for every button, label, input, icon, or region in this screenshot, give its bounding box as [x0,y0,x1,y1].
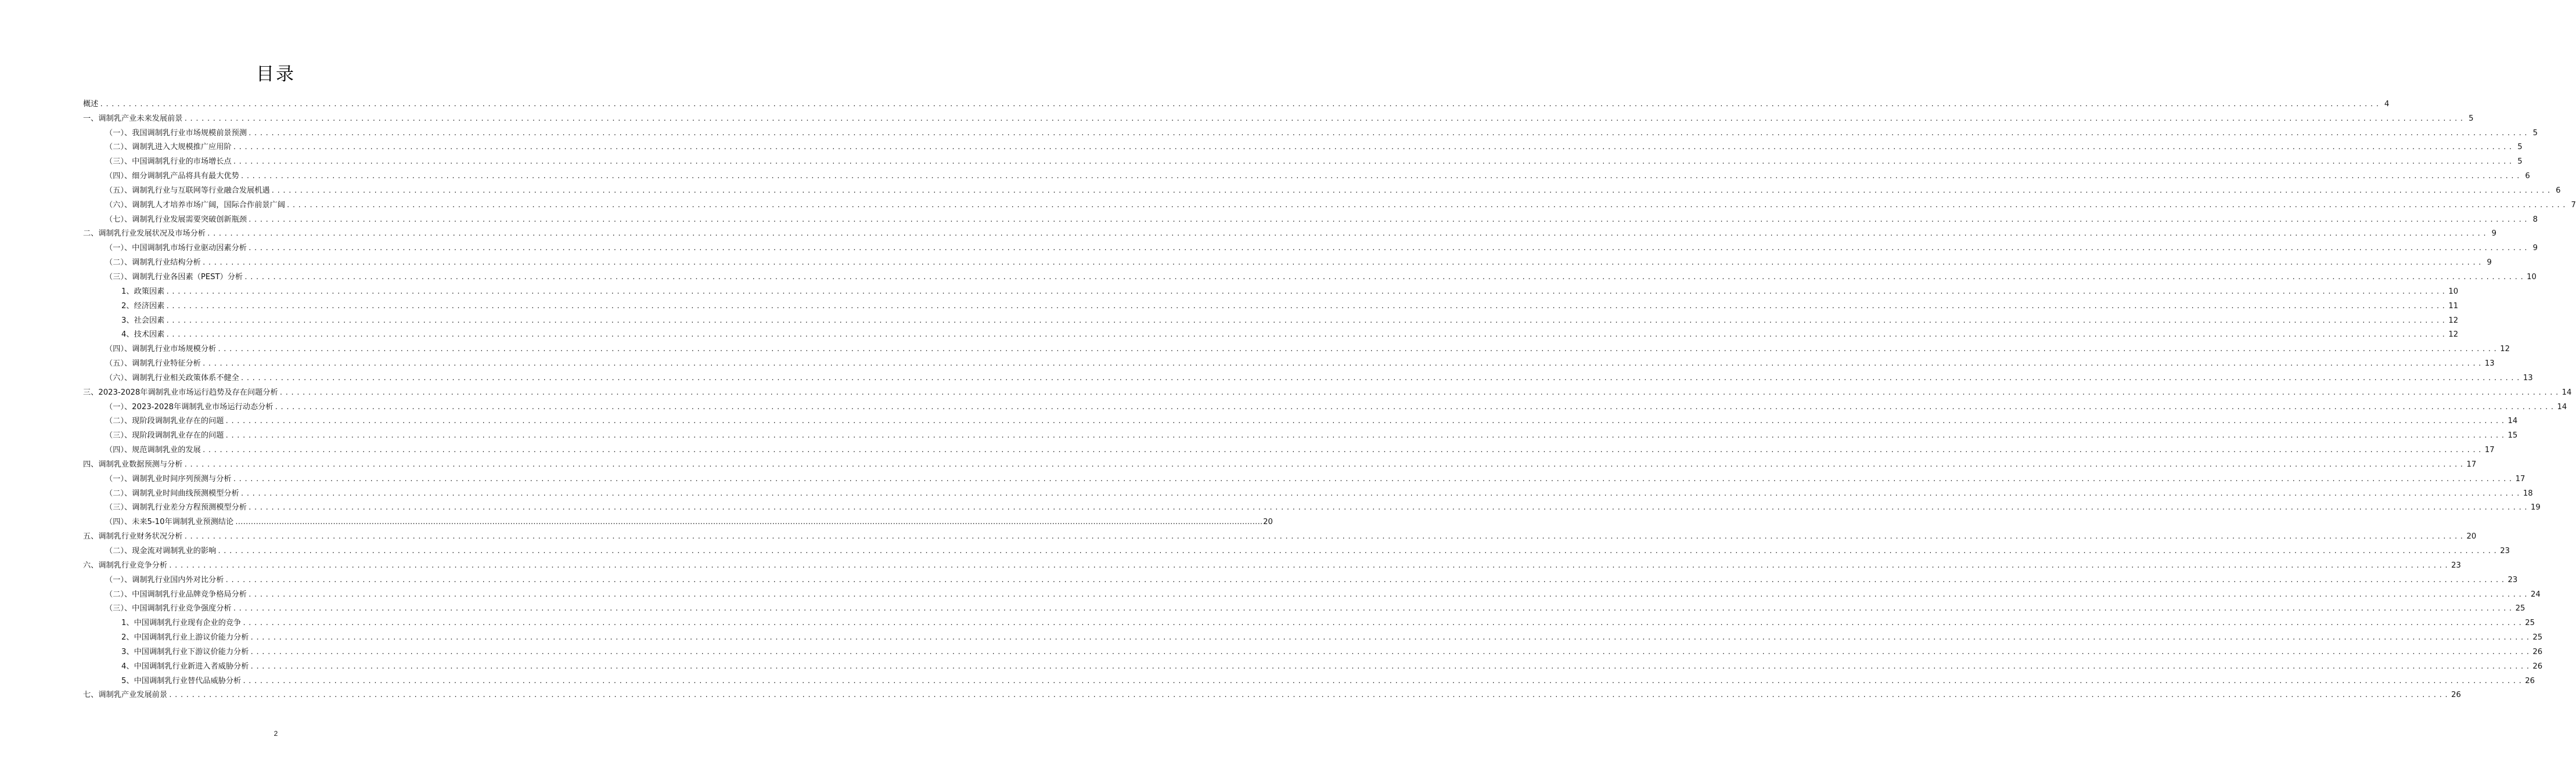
toc-entry-title: 二、调制乳行业发展状况及市场分析 [83,229,206,239]
toc-entry-title: （三）、调制乳行业各因素（PEST）分析 [105,272,243,281]
toc-entry[interactable] [83,529,2477,543]
toc-entry-title: 1、政策因素 [121,287,165,296]
toc-entry-page: 4 [2384,99,2390,109]
toc-entry-page: 13 [2484,359,2495,369]
toc-dot-leader: ................................................................................................................................................................................................................................................................................................................................................................................................................ [240,374,2522,382]
toc-entry[interactable] [83,183,2561,197]
toc-entry-title: 4、中国调制乳行业新进入者威胁分析 [121,662,249,671]
toc-dot-leader: ................................................................................................................................................................................................................................................................................................................................................................................................................ [207,230,2489,238]
toc-dot-leader: ................................................................................................................................................................................................................................................................................................................................................................................................................ [202,360,2484,368]
toc-dot-leader: ................................................................................................................................................................................................................................................................................................................................................................................................................ [202,259,2484,267]
toc-entry[interactable] [83,197,2576,212]
toc-entry-title: （三）、中国调制乳行业竞争强度分析 [105,604,232,613]
toc-entry[interactable] [83,125,2538,140]
toc-entry-title: （四）、细分调制乳产品将具有最大优势 [105,172,239,181]
toc-dot-leader: ................................................................................................................................................................................................................................................................................................................................................................................................................ [232,605,2514,613]
toc-entry-page: 12 [2448,316,2459,325]
toc-entry[interactable] [83,471,2525,486]
toc-entry-title: （四）、未来5-10年调制乳业预测结论 [105,518,234,527]
toc-dot-leader: ................................................................................................................................................................................................................................................................................................................................................................................................................ [247,215,2530,223]
toc-dot-leader: ................................................................................................................................................................................................................................................................................................................................................................................................................ [279,388,2561,396]
toc-entry[interactable] [83,356,2495,370]
toc-dot-leader: ................................................................................................................................................................................................................................................................................................................................................................................................................ [166,302,2448,310]
toc-entry[interactable] [83,168,2530,183]
toc-entry-page: 8 [2532,215,2538,224]
toc-entry-page: 20 [2466,532,2477,541]
toc-dot-leader: ................................................................................................................................................................................................................................................................................................................................................................................................................ [232,158,2514,166]
page-title: 目录 [256,64,296,85]
toc-entry-title: （七）、调制乳行业发展需要突破创新瓶颈 [105,215,247,224]
toc-entry-page: 14 [2561,388,2572,397]
toc-entry-title: （四）、调制乳行业市场规模分析 [105,345,217,354]
toc-dot-leader: ................................................................................................................................................................................................................................................................................................................................................................................................................ [250,648,2532,656]
toc-dot-leader: ................................................................................................................................................................................................................................................................................................................................................................................................................ [271,186,2553,194]
toc-entry-title: （六）、调制乳人才培养市场广阔，国际合作前景广阔 [105,200,285,210]
toc-entry-title: 五、调制乳行业财务状况分析 [83,532,183,541]
toc-entry[interactable] [83,341,2510,356]
toc-entry-title: （二）、调制乳行业结构分析 [105,258,201,268]
toc-entry-title: （二）、现金流对调制乳业的影响 [105,547,217,555]
toc-dot-leader: ................................................................................................................................................................................................................................................................................................................................................................................................................ [274,403,2556,411]
toc-entry-page: 12 [2448,330,2459,340]
toc-dot-leader: ................................................................................................................................................................................................................................................................................................................................................................................................................ [184,114,2466,122]
toc-entry-page: 14 [2557,402,2567,411]
toc-entry[interactable] [83,486,2533,500]
toc-dot-leader: ................................................................................................................................................................................................................................................................................................................................................................................................................ [166,331,2448,339]
toc-entry-page: 10 [2448,287,2459,296]
toc-entry[interactable] [83,558,2461,572]
toc-dot-leader: ................................................................................................................................................................................................................................................................................................................................................................................................................ [242,619,2524,627]
toc-dot-leader: ................................................................................................................................................................................................................................................................................................................................................................................................................ [166,316,2448,324]
toc-dot-leader: ................................................................................................................................................................................................................................................................................................................................................................................................................ [232,143,2514,151]
toc-entry[interactable] [83,587,2541,601]
toc-dot-leader: ................................................................................................................................................................................................................................................................................................................................................................................................................ [250,634,2532,642]
toc-entry-title: （一）、我国调制乳行业市场规模前景预测 [105,128,247,138]
toc-entry-page: 20 [1263,518,1273,527]
toc-entry-title: 三、2023-2028年调制乳业市场运行趋势及存在问题分析 [83,388,278,397]
toc-entry-page: 26 [2525,676,2535,685]
toc-entry-page: 9 [2491,229,2497,239]
toc-entry[interactable] [83,644,2543,659]
toc-entry[interactable] [83,284,2459,298]
toc-dot-leader: ................................................................................................................................................................................................................................................................................................................................................................................................................ [217,345,2499,353]
toc-entry-title: 四、调制乳业数据预测与分析 [83,460,183,469]
toc-entry-page: 5 [2517,157,2523,167]
toc-entry-page: 13 [2523,373,2533,382]
toc-entry[interactable] [83,543,2510,558]
toc-entry-title: （一）、调制乳行业国内外对比分析 [105,575,224,584]
toc-entry-page: 5 [2532,128,2538,138]
toc-entry-page: 17 [2466,460,2477,469]
toc-entry-page: 9 [2487,258,2492,268]
toc-entry-title: 4、技术因素 [121,330,165,340]
toc-entry-title: （一）、2023-2028年调制乳业市场运行动态分析 [105,402,274,411]
toc-entry[interactable] [83,601,2525,616]
toc-entry-title: （二）、调制乳业时间曲线预测模型分析 [105,489,239,498]
toc-entry-title: （二）、现阶段调制乳业存在的问题 [105,417,224,426]
toc-entry-page: 11 [2448,301,2459,310]
toc-entry[interactable] [83,500,2541,515]
toc-entry-page: 23 [2507,575,2518,584]
toc-dot-leader: ................................................................................................................................................................................................................................................................................................................................................................................................................ [184,460,2466,468]
toc-dot-leader: ................................................................................................................................................................................................................................................................................................................................................................................................................ [250,662,2532,670]
toc-entry[interactable] [83,399,2567,414]
toc-entry-title: （二）、调制乳进入大规模推广应用阶 [105,143,232,152]
toc-entry[interactable] [83,140,2523,154]
toc-entry-page: 26 [2532,647,2543,656]
toc-entry-page: 10 [2527,272,2537,281]
toc-entry[interactable] [83,212,2538,226]
toc-entry-page: 7 [2571,200,2576,210]
toc-entry[interactable] [83,659,2543,673]
toc-dot-leader: ................................................................................................................................................................................................................................................................................................................................................................................................................ [99,100,2381,108]
toc-entry[interactable] [83,154,2523,168]
toc-entry-page: 17 [2515,474,2525,483]
toc-entry-title: 1、中国调制乳行业现有企业的竞争 [121,619,242,628]
toc-dot-leader: ................................................................................................................................................................................................................................................................................................................................................................................................................ [247,504,2530,512]
toc-entry-title: （三）、调制乳行业差分方程预测模型分析 [105,503,247,512]
toc-entry[interactable] [83,572,2518,587]
toc-entry[interactable] [83,96,2390,111]
toc-dot-leader: ................................................................................................................................................................................................................................................................................................................................................................................................................ [168,691,2451,699]
toc-dot-leader: ................................................................................................................................................................................................................................................................................................................................................................................................................ [244,273,2526,281]
toc-entry[interactable] [83,370,2533,385]
toc-entry[interactable] [83,630,2543,644]
toc-entry-title: （三）、现阶段调制乳业存在的问题 [105,431,224,440]
toc-entry-title: 3、中国调制乳行业下游议价能力分析 [121,647,249,656]
toc-dot-leader: ................................................................................................................................................................................................................................................................................................................................................................................................................ [240,489,2522,497]
toc-entry-page: 17 [2484,446,2495,455]
toc-dot-leader: ................................................................................................................................................................................................................................................................................................................................................................................................................ [286,201,2568,209]
toc-entry-page: 6 [2556,186,2561,195]
toc-dot-leader: ................................................................................................................................................................................................................................................................................................................................................................................................................ [232,475,2514,483]
toc-entry-page: 12 [2500,345,2510,354]
toc-entry[interactable] [83,385,2572,399]
toc-dot-leader: ................................................................................................................................................................................................................................................................................................................................................................................................................ [247,590,2530,598]
toc-entry[interactable] [83,514,1273,529]
toc-dot-leader: ................................................................................................................................................................................................................................................................................................................................................................................................................ [217,547,2499,555]
toc-entry-page: 23 [2500,547,2510,555]
toc-entry-page: 25 [2515,604,2525,613]
toc-entry[interactable] [83,615,2535,630]
toc-entry[interactable] [83,313,2459,327]
toc-entry-page: 5 [2469,114,2474,123]
toc-entry[interactable] [83,673,2535,688]
toc-dot-leader: ................................................................................................................................................................................................................................................................................................................................................................................................................ [247,244,2530,252]
toc-entry-page: 6 [2525,172,2530,181]
toc-dot-leader: ................................................................................................................................................................................................................................................................................................................................................................................................................ [225,432,2507,440]
toc-entry-title: （五）、调制乳行业与互联网等行业融合发展机遇 [105,186,270,195]
toc-entry[interactable] [83,226,2497,241]
toc-entry-title: 六、调制乳行业竞争分析 [83,561,168,570]
toc-entry-title: （三）、中国调制乳行业的市场增长点 [105,157,232,167]
toc-dot-leader: ................................................................................................................................................................................................................................................................................................................................................................................................................ [235,518,1262,526]
toc-entry-page: 23 [2451,561,2461,570]
toc-entry[interactable] [83,442,2495,457]
toc-entry[interactable] [83,111,2474,125]
toc-entry-title: 2、经济因素 [121,301,165,310]
toc-entry[interactable] [83,327,2459,342]
toc-entry-page: 19 [2531,503,2541,512]
toc-entry-title: 概述 [83,99,99,109]
toc-entry-title: 3、社会因素 [121,316,165,325]
toc-entry[interactable] [83,298,2459,313]
toc-entry[interactable] [83,688,2461,702]
toc-entry-page: 15 [2507,431,2518,440]
toc-entry-page: 18 [2523,489,2533,498]
toc-entry-page: 24 [2531,590,2541,599]
toc-dot-leader: ................................................................................................................................................................................................................................................................................................................................................................................................................ [166,287,2448,295]
page-number: 2 [274,730,278,738]
toc-dot-leader: ................................................................................................................................................................................................................................................................................................................................................................................................................ [242,677,2524,685]
toc-entry[interactable] [83,414,2518,428]
toc-dot-leader: ................................................................................................................................................................................................................................................................................................................................................................................................................ [202,446,2484,454]
toc-dot-leader: ................................................................................................................................................................................................................................................................................................................................................................................................................ [247,129,2530,137]
toc-entry-title: （五）、调制乳行业特征分析 [105,359,201,369]
toc-entry-page: 25 [2525,619,2535,628]
toc-entry-page: 14 [2507,417,2518,426]
toc-entry-title: （六）、调制乳行业相关政策体系不健全 [105,373,239,382]
toc-entry[interactable] [83,269,2537,284]
toc-entry-title: 七、调制乳产业发展前景 [83,691,168,700]
toc-entry-page: 9 [2532,244,2538,253]
toc-dot-leader: ................................................................................................................................................................................................................................................................................................................................................................................................................ [168,561,2451,569]
toc-dot-leader: ................................................................................................................................................................................................................................................................................................................................................................................................................ [240,172,2522,180]
toc-entry[interactable] [83,255,2492,269]
toc-entry-page: 26 [2451,691,2461,700]
toc-entry-title: 2、中国调制乳行业上游议价能力分析 [121,633,249,642]
toc-entry-title: （四）、规范调制乳业的发展 [105,446,201,455]
toc-entry[interactable] [83,428,2518,442]
toc-entry-title: （二）、中国调制乳行业品牌竞争格局分析 [105,590,247,599]
table-of-contents [83,96,2576,702]
toc-dot-leader: ................................................................................................................................................................................................................................................................................................................................................................................................................ [225,417,2507,425]
toc-dot-leader: ................................................................................................................................................................................................................................................................................................................................................................................................................ [184,533,2466,541]
toc-entry-title: 一、调制乳产业未来发展前景 [83,114,183,123]
toc-entry-title: （一）、调制乳业时间序列预测与分析 [105,474,232,483]
toc-entry-title: （一）、中国调制乳市场行业驱动因素分析 [105,244,247,253]
toc-entry[interactable] [83,457,2477,471]
toc-dot-leader: ................................................................................................................................................................................................................................................................................................................................................................................................................ [225,576,2507,584]
toc-entry[interactable] [83,240,2538,255]
toc-entry-page: 25 [2532,633,2543,642]
toc-entry-title: 5、中国调制乳行业替代品威胁分析 [121,676,242,685]
toc-entry-page: 26 [2532,662,2543,671]
toc-entry-page: 5 [2517,143,2523,152]
